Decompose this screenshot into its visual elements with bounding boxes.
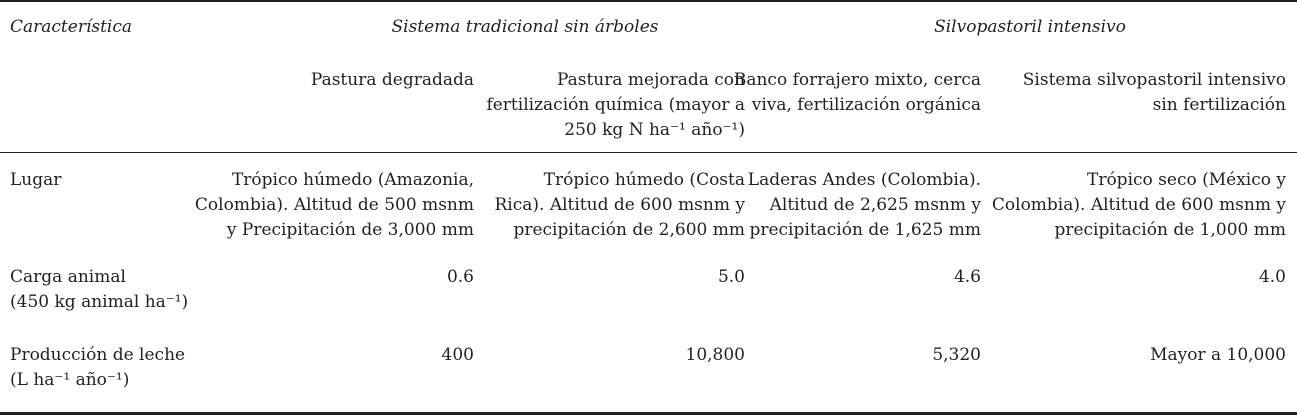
cell-line: Trópico seco (México y (1086, 170, 1286, 190)
header-caracteristica: Característica (10, 17, 133, 37)
cell-produccion-pastura-degradada: 400 (441, 345, 474, 365)
cell-line: Trópico húmedo (Costa (543, 170, 745, 190)
cell-produccion-banco-forrajero: 5,320 (932, 345, 981, 365)
cell-line: precipitación de 1,000 mm (1054, 220, 1286, 240)
header-rule (0, 152, 1297, 153)
bottom-rule (0, 412, 1297, 415)
cell-carga-pastura-degradada: 0.6 (446, 267, 474, 287)
row-label-line: (L ha⁻¹ año⁻¹) (10, 370, 130, 390)
row-label-line: Producción de leche (10, 345, 186, 365)
col-header-line: 250 kg N ha⁻¹ año⁻¹) (564, 120, 745, 140)
col-header-line: Sistema silvopastoril intensivo (1022, 70, 1286, 90)
row-label-lugar: Lugar (10, 170, 62, 190)
cell-line: Rica). Altitud de 600 msnm y (494, 195, 745, 215)
cell-carga-banco-forrajero: 4.6 (953, 267, 981, 287)
cell-line: Laderas Andes (Colombia). (747, 170, 981, 190)
row-label-line: Carga animal (10, 267, 126, 287)
cell-line: Altitud de 2,625 msnm y (769, 195, 981, 215)
col-header-line: fertilización química (mayor a (486, 95, 745, 115)
cell-line: Colombia). Altitud de 600 msnm y (991, 195, 1286, 215)
header-group-tradicional: Sistema tradicional sin árboles (391, 17, 659, 37)
cell-produccion-silvopastoril-intensivo: Mayor a 10,000 (1150, 345, 1286, 365)
col-header-line: Pastura degradada (310, 70, 474, 90)
cell-line: Colombia). Altitud de 500 msnm (194, 195, 474, 215)
cell-line: Trópico húmedo (Amazonia, (231, 170, 474, 190)
cell-line: y Precipitación de 3,000 mm (226, 220, 474, 240)
col-header-line: Banco forrajero mixto, cerca (733, 70, 981, 90)
cell-line: precipitación de 1,625 mm (749, 220, 981, 240)
col-header-line: sin fertilización (1152, 95, 1286, 115)
cell-carga-silvopastoril-intensivo: 4.0 (1258, 267, 1286, 287)
cell-produccion-pastura-mejorada: 10,800 (685, 345, 745, 365)
col-header-line: Pastura mejorada con (556, 70, 745, 90)
col-header-line: viva, fertilización orgánica (751, 95, 981, 115)
row-label-line: (450 kg animal ha⁻¹) (10, 292, 189, 312)
header-group-silvopastoril: Silvopastoril intensivo (934, 17, 1126, 37)
top-rule (0, 0, 1297, 2)
cell-carga-pastura-mejorada: 5.0 (717, 267, 745, 287)
cell-line: precipitación de 2,600 mm (513, 220, 745, 240)
